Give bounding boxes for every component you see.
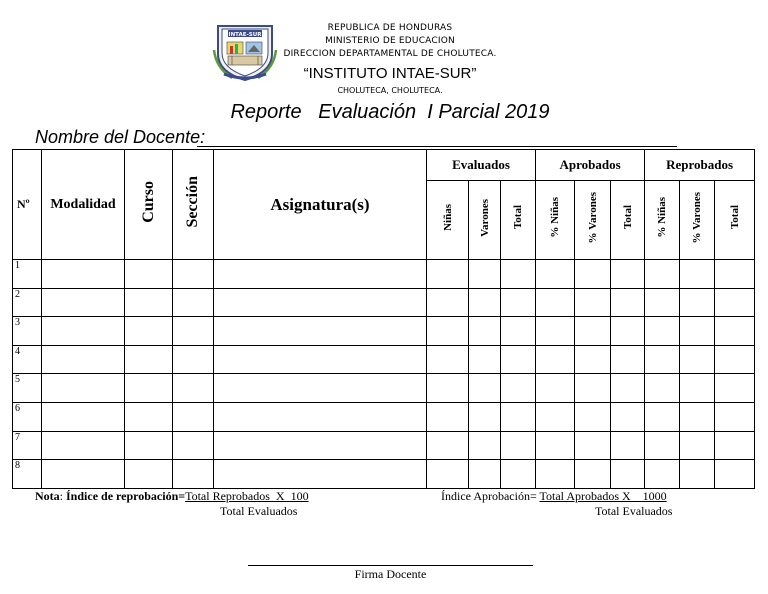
header-asignatura: Asignatura(s) — [214, 150, 427, 260]
table-cell[interactable] — [645, 260, 680, 289]
nota-reprobacion: Nota: Índice de reprobación=Total Reprobados X 100 — [35, 489, 309, 503]
sub-aprobados-total-label: Total — [621, 205, 634, 230]
aprobacion-denominator: Total Evaluados — [595, 504, 673, 518]
table-row — [13, 374, 755, 403]
table-cell[interactable] — [611, 260, 645, 289]
sub-aprobados-ninas-label: % Niñas — [549, 197, 562, 238]
header-reprobados: Reprobados — [645, 150, 755, 181]
sub-aprobados-varones-label: % Varones — [586, 191, 599, 244]
table-cell[interactable] — [427, 460, 469, 489]
table-cell[interactable] — [575, 402, 611, 431]
sub-evaluados-total-label: Total — [512, 205, 525, 230]
table-cell[interactable] — [501, 260, 536, 289]
table-cell[interactable] — [680, 345, 715, 374]
header-seccion-label: Sección — [184, 176, 201, 228]
table-cell[interactable] — [42, 460, 125, 489]
table-cell[interactable] — [42, 374, 125, 403]
table-cell[interactable] — [715, 288, 755, 317]
table-cell[interactable] — [536, 402, 575, 431]
report-title: Reporte Evaluación I Parcial 2019 — [230, 101, 550, 123]
header-curso — [125, 150, 173, 260]
sub-aprobados-varones — [575, 181, 611, 260]
signature-label: Firma Docente — [354, 567, 427, 581]
table-cell[interactable] — [214, 402, 427, 431]
institute-city: CHOLUTECA, CHOLUTECA. — [337, 86, 443, 95]
table-cell[interactable] — [125, 460, 173, 489]
table-cell[interactable] — [501, 460, 536, 489]
table-cell[interactable] — [715, 345, 755, 374]
sub-evaluados-ninas — [427, 181, 469, 260]
row-number: 8 — [13, 460, 42, 489]
header-number: Nº — [13, 150, 42, 260]
svg-text:INTAE-SUR: INTAE-SUR — [228, 32, 262, 38]
header-ministry: MINISTERIO DE EDUCACION — [325, 36, 455, 46]
table-cell[interactable] — [501, 374, 536, 403]
sub-evaluados-varones — [469, 181, 501, 260]
table-cell[interactable] — [611, 460, 645, 489]
nota-aprobacion — [441, 489, 667, 504]
sub-reprobados-varones-label: % Varones — [691, 191, 704, 244]
table-cell[interactable] — [214, 374, 427, 403]
row-number: 1 — [13, 260, 42, 289]
table-cell[interactable] — [575, 345, 611, 374]
table-cell[interactable] — [645, 431, 680, 460]
table-cell[interactable] — [42, 345, 125, 374]
table-cell[interactable] — [501, 345, 536, 374]
table-cell[interactable] — [469, 431, 501, 460]
table-cell[interactable] — [427, 402, 469, 431]
table-cell[interactable] — [715, 402, 755, 431]
table-cell[interactable] — [173, 460, 214, 489]
table-cell[interactable] — [427, 317, 469, 346]
table-cell[interactable] — [469, 260, 501, 289]
table-cell[interactable] — [715, 317, 755, 346]
table-cell[interactable] — [501, 431, 536, 460]
table-cell[interactable] — [715, 260, 755, 289]
table-cell[interactable] — [42, 260, 125, 289]
header-curso-label: Curso — [139, 181, 157, 223]
docente-label: Nombre del Docente: — [35, 127, 206, 147]
table-cell[interactable] — [214, 317, 427, 346]
table-cell[interactable] — [611, 431, 645, 460]
table-cell[interactable] — [173, 288, 214, 317]
sub-reprobados-ninas-label: % Niñas — [656, 197, 669, 238]
table-cell[interactable] — [501, 317, 536, 346]
header-direction: DIRECCION DEPARTAMENTAL DE CHOLUTECA. — [283, 49, 497, 59]
table-cell[interactable] — [680, 260, 715, 289]
table-cell[interactable] — [173, 260, 214, 289]
header-seccion — [173, 150, 214, 260]
sub-aprobados-ninas — [536, 181, 575, 260]
table-cell[interactable] — [680, 288, 715, 317]
table-cell[interactable] — [427, 345, 469, 374]
table-cell[interactable] — [536, 260, 575, 289]
table-cell[interactable] — [173, 431, 214, 460]
table-cell[interactable] — [611, 288, 645, 317]
table-cell[interactable] — [611, 345, 645, 374]
table-cell[interactable] — [645, 374, 680, 403]
table-cell[interactable] — [536, 460, 575, 489]
header-aprobados: Aprobados — [536, 150, 645, 181]
table-cell[interactable] — [125, 431, 173, 460]
row-number: 4 — [13, 345, 42, 374]
table-cell[interactable] — [680, 317, 715, 346]
table-cell[interactable] — [469, 317, 501, 346]
table-cell[interactable] — [536, 374, 575, 403]
table-cell[interactable] — [427, 260, 469, 289]
table-row — [13, 317, 755, 346]
table-cell[interactable] — [469, 374, 501, 403]
table-cell[interactable] — [214, 345, 427, 374]
header-modalidad: Modalidad — [42, 150, 125, 260]
table-cell[interactable] — [214, 431, 427, 460]
row-number: 7 — [13, 431, 42, 460]
aprobacion-numerator: Total Aprobados X 1000 — [539, 489, 667, 503]
row-number: 6 — [13, 402, 42, 431]
table-cell[interactable] — [645, 288, 680, 317]
table-row — [13, 288, 755, 317]
table-cell[interactable] — [501, 402, 536, 431]
table-cell[interactable] — [125, 288, 173, 317]
reprobacion-denominator: Total Evaluados — [220, 504, 298, 518]
table-cell[interactable] — [173, 345, 214, 374]
institute-name: “INSTITUTO INTAE-SUR” — [303, 65, 477, 82]
indice-reprobacion-label: Índice de reprobación= — [66, 489, 186, 503]
table-cell[interactable] — [427, 288, 469, 317]
table-cell[interactable] — [469, 288, 501, 317]
sub-aprobados-total — [611, 181, 645, 260]
table-cell[interactable] — [42, 317, 125, 346]
table-cell[interactable] — [680, 374, 715, 403]
table-cell[interactable] — [680, 431, 715, 460]
table-cell[interactable] — [645, 402, 680, 431]
nota-label: Nota — [35, 489, 60, 503]
table-row — [13, 431, 755, 460]
table-cell[interactable] — [645, 345, 680, 374]
table-cell[interactable] — [575, 374, 611, 403]
table-cell[interactable] — [427, 431, 469, 460]
table-cell[interactable] — [536, 345, 575, 374]
table-cell[interactable] — [125, 345, 173, 374]
table-row — [13, 260, 755, 289]
table-cell[interactable] — [680, 460, 715, 489]
table-cell[interactable] — [214, 260, 427, 289]
table-cell[interactable] — [214, 288, 427, 317]
table-cell[interactable] — [42, 402, 125, 431]
table-row — [13, 345, 755, 374]
sub-evaluados-ninas-label: Niñas — [441, 204, 454, 231]
table-cell[interactable] — [469, 402, 501, 431]
table-cell[interactable] — [125, 260, 173, 289]
table-cell[interactable] — [536, 317, 575, 346]
table-cell[interactable] — [611, 402, 645, 431]
table-cell[interactable] — [536, 431, 575, 460]
sub-evaluados-varones-label: Varones — [478, 198, 491, 237]
table-cell[interactable] — [214, 460, 427, 489]
table-cell[interactable] — [575, 288, 611, 317]
table-cell[interactable] — [42, 288, 125, 317]
indice-aprobacion-label: Índice Aprobación= — [441, 489, 540, 503]
table-cell[interactable] — [125, 402, 173, 431]
sub-reprobados-varones — [680, 181, 715, 260]
table-cell[interactable] — [469, 460, 501, 489]
table-cell[interactable] — [645, 317, 680, 346]
table-cell[interactable] — [611, 374, 645, 403]
docente-name-field[interactable] — [197, 146, 677, 147]
signature-line[interactable] — [248, 565, 533, 566]
row-number: 3 — [13, 317, 42, 346]
table-cell[interactable] — [715, 460, 755, 489]
table-cell[interactable] — [173, 374, 214, 403]
reprobacion-numerator: Total Reprobados X 100 — [185, 489, 309, 503]
table-cell[interactable] — [715, 374, 755, 403]
table-cell[interactable] — [536, 288, 575, 317]
table-cell[interactable] — [125, 374, 173, 403]
table-cell[interactable] — [427, 374, 469, 403]
table-cell[interactable] — [173, 402, 214, 431]
table-cell[interactable] — [645, 460, 680, 489]
table-cell[interactable] — [173, 317, 214, 346]
table-cell[interactable] — [575, 260, 611, 289]
table-cell[interactable] — [469, 345, 501, 374]
row-number: 5 — [13, 374, 42, 403]
table-cell[interactable] — [125, 317, 173, 346]
row-number: 2 — [13, 288, 42, 317]
table-cell[interactable] — [715, 431, 755, 460]
sub-reprobados-ninas — [645, 181, 680, 260]
evaluation-table — [12, 149, 755, 489]
table-cell[interactable] — [575, 317, 611, 346]
sub-reprobados-total-label: Total — [728, 205, 741, 230]
sub-reprobados-total — [715, 181, 755, 260]
table-row — [13, 460, 755, 489]
table-cell[interactable] — [575, 460, 611, 489]
table-row — [13, 402, 755, 431]
table-cell[interactable] — [611, 317, 645, 346]
table-cell[interactable] — [575, 431, 611, 460]
header-evaluados: Evaluados — [427, 150, 536, 181]
table-cell[interactable] — [680, 402, 715, 431]
table-cell[interactable] — [42, 431, 125, 460]
header-country: REPUBLICA DE HONDURAS — [327, 23, 453, 33]
table-cell[interactable] — [501, 288, 536, 317]
sub-evaluados-total — [501, 181, 536, 260]
